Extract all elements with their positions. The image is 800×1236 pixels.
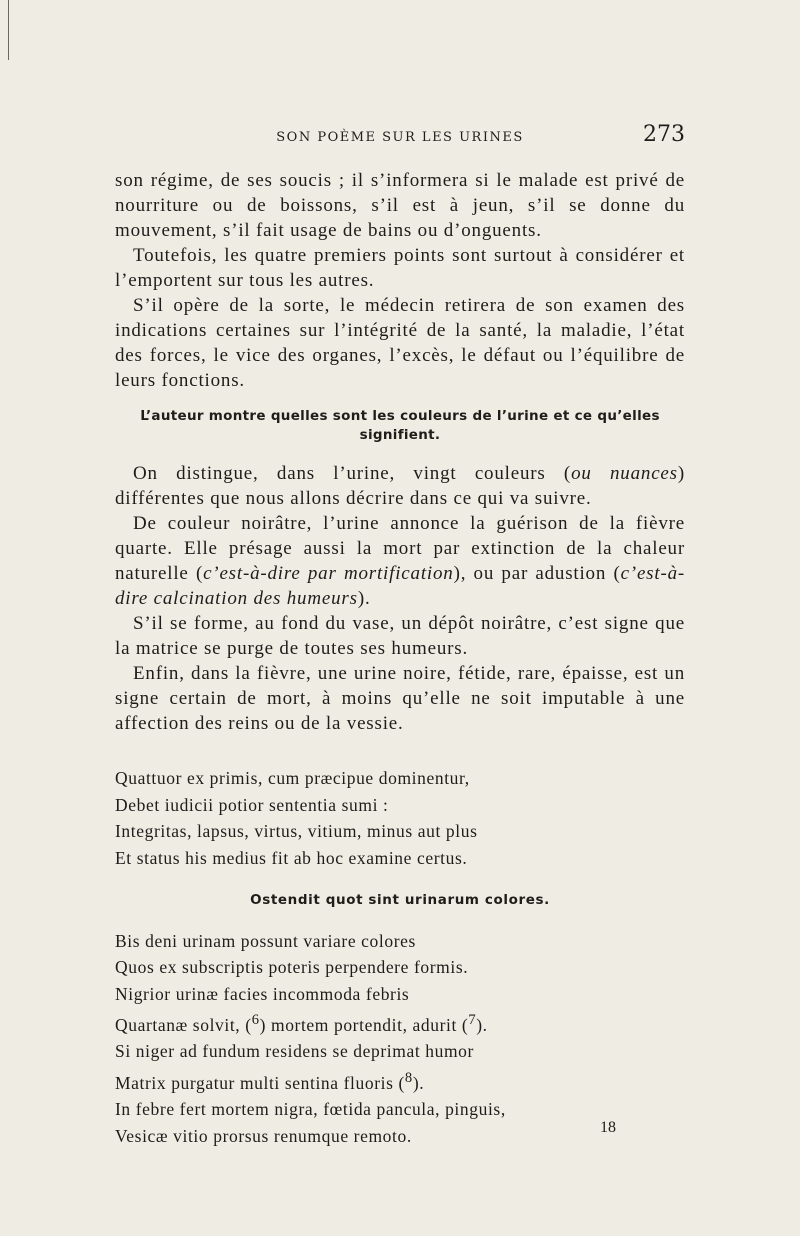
- text-span: ).: [412, 1072, 425, 1093]
- paragraph: [115, 461, 685, 511]
- paragraph: S’il opère de la sorte, le médecin retirera de son examen des indications certaines sur l’intégrité de la santé, la maladie, l’état des forces, le vice des organes, l’excès, le défaut ou l’équilibre de leurs fonctions.: [115, 295, 685, 391]
- verse-line: In febre fert mortem nigra, fœtida pancula, pinguis,: [115, 1099, 506, 1120]
- page-edge-line: [8, 0, 9, 60]
- verse-line: Quos ex subscriptis poteris perpendere formis.: [115, 957, 469, 977]
- verse-line: Quattuor ex primis, cum præcipue dominentur,: [115, 768, 470, 788]
- signature-mark: 18: [600, 1119, 616, 1136]
- text-span: ) mortem portendit, adurit (: [259, 1014, 469, 1035]
- verse-line: Integritas, lapsus, virtus, vitium, minus aut plus: [115, 821, 478, 841]
- section-heading: [115, 407, 685, 445]
- italic-span: ou nuances: [571, 463, 678, 484]
- footnote-ref: 7: [468, 1012, 477, 1028]
- page-number: 273: [643, 122, 685, 147]
- text-span: On distingue, dans l’urine, vingt couleurs (: [133, 463, 572, 484]
- text-span: De couleur noirâtre, l’urine annonce la guérison de la fièvre quarte. Elle présage aussi la mort par extinction de la chaleur naturelle (: [115, 513, 685, 584]
- footnote-ref: 8: [404, 1069, 413, 1086]
- running-title: SON POÈME SUR LES URINES: [276, 130, 524, 145]
- text-span: Matrix purgatur multi sentina fluoris (: [115, 1072, 405, 1093]
- paragraph: [115, 511, 685, 611]
- text-span: ), ou par adustion (: [453, 563, 621, 584]
- section-heading-line: L’auteur montre quelles sont les couleurs de l’urine et ce qu’elles: [140, 408, 660, 424]
- verse-line: Bis deni urinam possunt variare colores: [115, 930, 416, 951]
- verse-line: Et status his medius fit ab hoc examine certus.: [115, 847, 468, 868]
- verse-line: Vesicæ vitio prorsus renumque remoto.: [115, 1125, 412, 1146]
- latin-section-heading: Ostendit quot sint urinarum colores.: [250, 892, 550, 908]
- paragraph: son régime, de ses soucis ; il s’informera si le malade est privé de nourriture ou de boissons, s’il est à jeun, s’il se donne du mouvement, s’il fait usage de bains ou d’onguents.: [115, 170, 685, 241]
- footnote-ref: 6: [251, 1012, 260, 1028]
- text-span: ).: [476, 1014, 488, 1035]
- page-header: [115, 122, 685, 154]
- text-span: ).: [357, 588, 371, 609]
- italic-span: c’est-à-dire calcination des humeurs: [115, 563, 685, 609]
- french-translation: [115, 168, 685, 736]
- italic-span: c’est-à-dire par mortification: [203, 563, 454, 584]
- latin-verses: [115, 765, 685, 1149]
- verse-line: Nigrior urinæ facies incommoda febris: [115, 983, 410, 1004]
- verse-line: [115, 1065, 685, 1096]
- paragraph: S’il se forme, au fond du vase, un dépôt noirâtre, c’est signe que la matrice se purge de toutes ses humeurs.: [115, 613, 685, 659]
- verse-line: Debet iudicii potior sententia sumi :: [115, 794, 389, 815]
- paragraph: Enfin, dans la fièvre, une urine noire, fétide, rare, épaisse, est un signe certain de mort, à moins qu’elle ne soit imputable à une affection des reins ou de la vessie.: [115, 663, 685, 734]
- text-span: ) différentes que nous allons décrire dans ce qui va suivre.: [115, 463, 686, 509]
- verse-line: Si niger ad fundum residens se deprimat humor: [115, 1041, 474, 1062]
- section-heading-line: signifient.: [359, 427, 441, 443]
- paragraph: Toutefois, les quatre premiers points sont surtout à considérer et l’emportent sur tous les autres.: [115, 245, 685, 291]
- verse-line: [115, 1007, 685, 1038]
- text-span: Quartanæ solvit, (: [115, 1014, 252, 1035]
